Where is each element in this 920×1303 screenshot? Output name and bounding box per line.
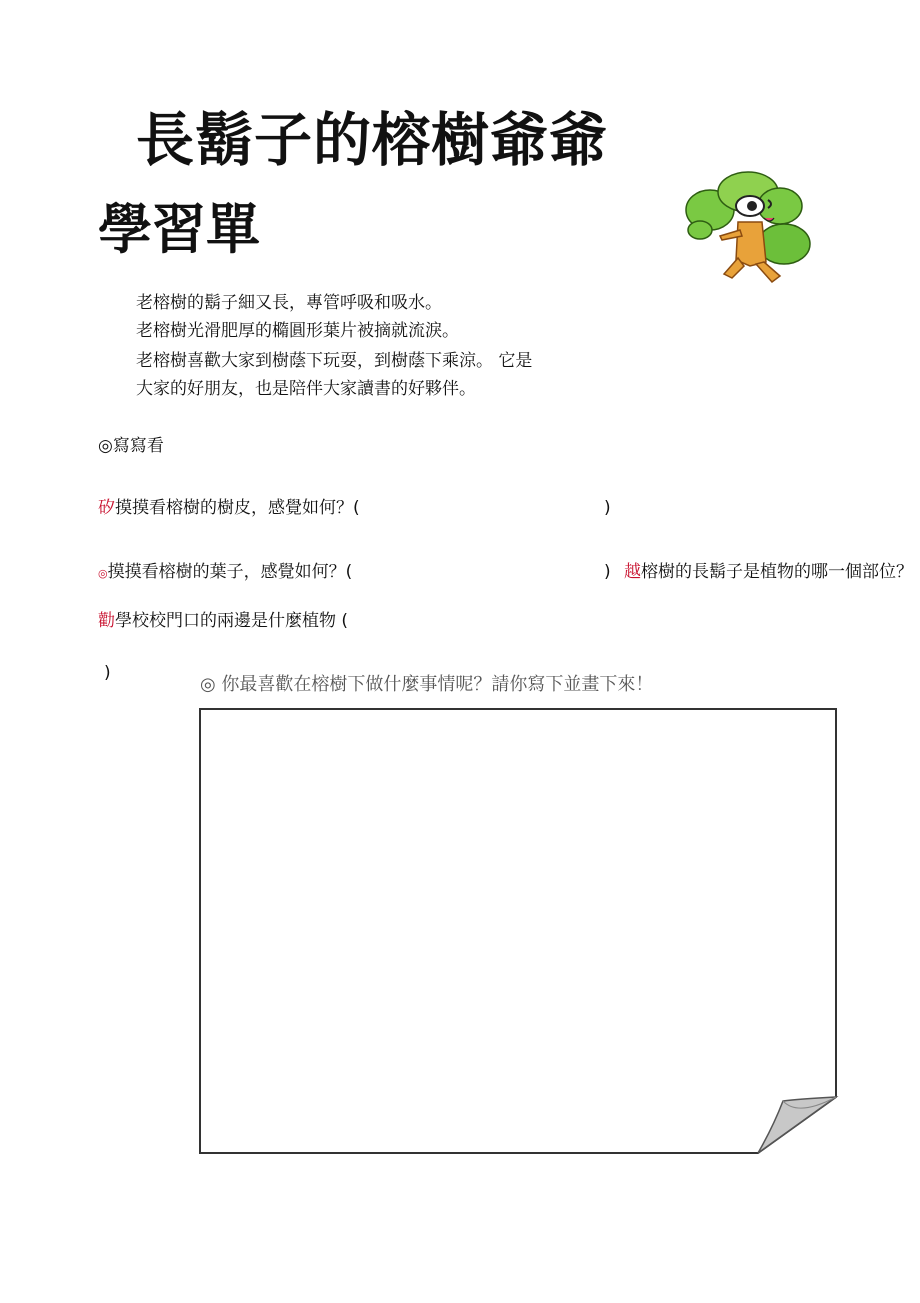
worksheet-subtitle: 學習單 xyxy=(98,198,260,261)
question-4-close-paren: ) xyxy=(104,663,111,683)
drawing-area[interactable] xyxy=(198,707,840,1155)
question-3-marker: 越 xyxy=(624,562,641,582)
section-heading-write: ◎寫寫看 xyxy=(98,436,164,456)
drawing-prompt: ◎ 你最喜歡在榕樹下做什麼事情呢？請你寫下並畫下來！ xyxy=(200,674,654,695)
question-1-text: 摸摸看榕樹的樹皮，感覺如何？( xyxy=(115,498,360,518)
intro-line-4: 大家的好朋友，也是陪伴大家讀書的好夥伴。 xyxy=(136,379,476,399)
question-1-marker: 矽 xyxy=(98,498,115,518)
intro-line-1: 老榕樹的鬍子細又長，專管呼吸和吸水。 xyxy=(136,293,442,313)
banyan-tree-mascot-illustration xyxy=(680,170,814,292)
question-2 xyxy=(98,561,352,585)
intro-line-2: 老榕樹光滑肥厚的橢圓形葉片被摘就流淚。 xyxy=(136,321,459,341)
worksheet-title: 長鬍子的榕樹爺爺 xyxy=(136,106,609,174)
question-3-text: 榕樹的長鬍子是植物的哪一個部位？ xyxy=(641,562,913,582)
question-4-text: 學校校門口的兩邊是什麼植物 ( xyxy=(115,611,349,631)
question-3 xyxy=(624,561,913,583)
question-4-marker: 勸 xyxy=(98,611,115,631)
question-2-marker: ◎ xyxy=(98,567,108,580)
question-1 xyxy=(98,497,360,519)
intro-line-3: 老榕樹喜歡大家到樹蔭下玩耍，到樹蔭下乘涼。 它是 xyxy=(136,351,533,371)
question-1-close-paren: ) xyxy=(604,498,611,518)
question-4 xyxy=(98,610,348,632)
question-2-close-paren: ) xyxy=(604,562,611,582)
question-2-text: 摸摸看榕樹的葉子，感覺如何？( xyxy=(107,562,353,582)
